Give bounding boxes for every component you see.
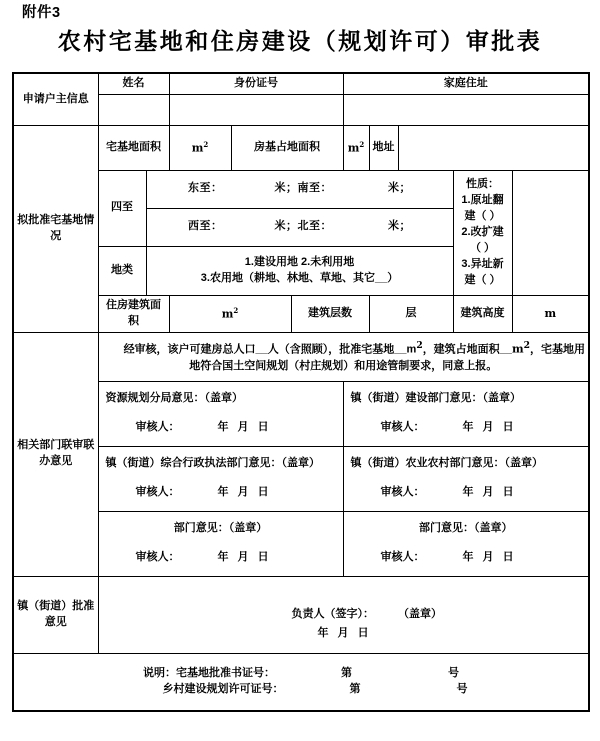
row-label-applicant: 申请户主信息 <box>13 73 98 125</box>
note-no-suffix-1: 号 <box>448 666 459 679</box>
value-cell-id-number[interactable] <box>169 94 343 125</box>
opinion-cell-agriculture-rural[interactable] <box>343 446 589 511</box>
row-label-joint-review: 相关部门联审联办意见 <box>13 332 98 576</box>
opinion-signature-agriculture-rural[interactable] <box>347 485 586 501</box>
opinion-title-administrative-enforcement: 镇（街道）综合行政执法部门意见：（盖章） <box>105 457 320 470</box>
table-row-review-statement <box>13 332 589 381</box>
opinion-signature-town-construction[interactable] <box>347 420 586 436</box>
approval-form-table <box>12 72 590 712</box>
opinion-signature-other-department-1[interactable] <box>102 550 340 566</box>
reviewer-label: 审核人： <box>135 421 180 434</box>
approval-signature-label: 负责人（签字）： <box>291 608 374 621</box>
label-land-type: 地类 <box>98 246 146 295</box>
reviewer-label: 审核人： <box>380 421 425 434</box>
label-boundary-north: 北至： <box>297 220 332 233</box>
date-label: 年 月 日 <box>217 421 272 434</box>
opinion-signature-other-department-2[interactable] <box>347 550 586 566</box>
review-statement-sup1: 2 <box>416 340 423 352</box>
table-row-applicant-header <box>13 73 589 94</box>
table-row-area <box>13 125 589 170</box>
date-label: 年 月 日 <box>217 551 272 564</box>
opinion-title-other-department-1: 部门意见：（盖章） <box>173 522 268 535</box>
nature-option-1[interactable]: 1.原址翻建（ ） <box>461 194 504 223</box>
nature-option-3[interactable]: 3.异址新建（ ） <box>461 257 504 286</box>
date-label: 年 月 日 <box>462 551 517 564</box>
label-nature-title: 性质： <box>466 178 499 191</box>
review-statement-sup2: 2 <box>523 340 530 352</box>
label-four-boundaries: 四至 <box>98 170 146 246</box>
row-label-approval: 镇（街道）批准意见 <box>13 576 98 653</box>
label-housing-floor-area: 住房建筑面积 <box>98 295 169 332</box>
note-no-prefix-1: 第 <box>341 666 352 679</box>
reviewer-label: 审核人： <box>380 551 425 564</box>
unit-boundary-east: 米； <box>274 182 298 195</box>
value-land-type[interactable] <box>146 246 453 295</box>
date-label: 年 月 日 <box>217 486 272 499</box>
note-line-homestead-certificate[interactable] <box>17 666 585 682</box>
table-row-applicant-values <box>13 94 589 125</box>
unit-boundary-south: 米； <box>388 182 411 195</box>
value-building-floors[interactable]: 层 <box>369 295 453 332</box>
table-row-opinion-pair-3 <box>13 511 589 576</box>
opinion-cell-resource-planning[interactable] <box>98 381 343 446</box>
opinion-cell-other-department-1[interactable] <box>98 511 343 576</box>
opinion-title-agriculture-rural: 镇（街道）农业农村部门意见：（盖章） <box>350 457 543 470</box>
land-type-line-1[interactable]: 1.建设用地 2.未利用地 <box>244 256 355 268</box>
opinion-signature-administrative-enforcement[interactable] <box>102 485 340 501</box>
table-row-notes <box>13 653 589 711</box>
opinion-cell-administrative-enforcement[interactable] <box>98 446 343 511</box>
date-label: 年 月 日 <box>462 486 517 499</box>
nature-option-2[interactable]: 2.改扩建（ ） <box>461 225 504 254</box>
label-homestead-area: 宅基地面积 <box>98 125 169 170</box>
opinion-cell-town-construction[interactable] <box>343 381 589 446</box>
label-boundary-south: 南至： <box>297 182 332 195</box>
label-homestead-address: 地址 <box>369 125 398 170</box>
opinion-signature-resource-planning[interactable] <box>102 420 340 436</box>
approval-signature-block[interactable] <box>102 605 586 642</box>
column-header-name: 姓名 <box>98 73 169 94</box>
opinion-cell-other-department-2[interactable] <box>343 511 589 576</box>
unit-boundary-north: 米； <box>388 220 411 233</box>
review-statement-part1: 经审核，该户可建房总人口__人（含照顾），批准宅基地__m <box>123 343 417 356</box>
label-building-height: 建筑高度 <box>453 295 512 332</box>
reviewer-label: 审核人： <box>380 486 425 499</box>
attachment-label: 附件3 <box>22 5 61 21</box>
opinion-title-other-department-2: 部门意见：（盖章） <box>419 522 513 535</box>
review-statement-part4: ，宅基地用地符合国土空间规划（村庄规划）和用途管制要求，同意上报。 <box>189 343 585 372</box>
reviewer-label: 审核人： <box>135 486 180 499</box>
note-label-homestead-certificate: 说明：宅基地批准书证号： <box>143 666 275 679</box>
page-title: 农村宅基地和住房建设（规划许可）审批表 <box>57 28 543 55</box>
land-type-line-2[interactable]: 3.农用地（耕地、林地、草地、其它__） <box>200 271 399 284</box>
value-boundary-east-south[interactable] <box>146 170 453 208</box>
unit-boundary-west: 米； <box>274 220 298 233</box>
table-row-boundary-east-south <box>13 170 589 208</box>
label-boundary-west: 西至： <box>188 220 223 233</box>
value-boundary-west-north[interactable] <box>146 208 453 246</box>
value-cell-name[interactable] <box>98 94 169 125</box>
note-label-planning-permit: 乡村建设规划许可证号： <box>162 682 284 695</box>
reviewer-label: 审核人： <box>135 551 180 564</box>
column-header-id-number: 身份证号 <box>169 73 343 94</box>
value-building-height[interactable]: m <box>512 295 589 332</box>
approval-date-label: 年 月 日 <box>317 627 372 640</box>
value-homestead-address[interactable] <box>398 125 589 170</box>
column-header-home-address: 家庭住址 <box>343 73 589 94</box>
label-building-floors: 建筑层数 <box>291 295 369 332</box>
value-homestead-area[interactable]: $m^2$ <box>169 125 231 170</box>
table-row-opinion-pair-1 <box>13 381 589 446</box>
table-row-approval <box>13 576 589 653</box>
opinion-title-resource-planning: 资源规划分局意见：（盖章） <box>105 392 243 405</box>
label-boundary-east: 东至： <box>188 182 223 195</box>
table-row-opinion-pair-2 <box>13 446 589 511</box>
row-label-homestead: 拟批准宅基地情况 <box>13 125 98 332</box>
value-cell-home-address[interactable] <box>343 94 589 125</box>
note-no-suffix-2: 号 <box>456 682 468 695</box>
table-row-building-metrics <box>13 295 589 332</box>
note-line-planning-permit[interactable] <box>17 682 585 698</box>
review-statement[interactable] <box>98 332 589 381</box>
date-label: 年 月 日 <box>462 421 517 434</box>
opinion-title-town-construction: 镇（街道）建设部门意见：（盖章） <box>350 392 521 405</box>
note-no-prefix-2: 第 <box>349 682 361 695</box>
notes-cell <box>13 653 589 711</box>
label-house-footprint-area: 房基占地面积 <box>231 125 343 170</box>
value-housing-floor-area[interactable]: $m^2$ <box>169 295 291 332</box>
review-statement-part3: m <box>511 342 524 356</box>
nature-options-cell[interactable] <box>453 170 512 295</box>
review-statement-part2: ，建筑占地面积__ <box>422 343 512 356</box>
value-house-footprint-area[interactable]: $m^2$ <box>343 125 369 170</box>
approval-seal-label: （盖章） <box>398 608 442 621</box>
approval-content-cell[interactable] <box>98 576 589 653</box>
